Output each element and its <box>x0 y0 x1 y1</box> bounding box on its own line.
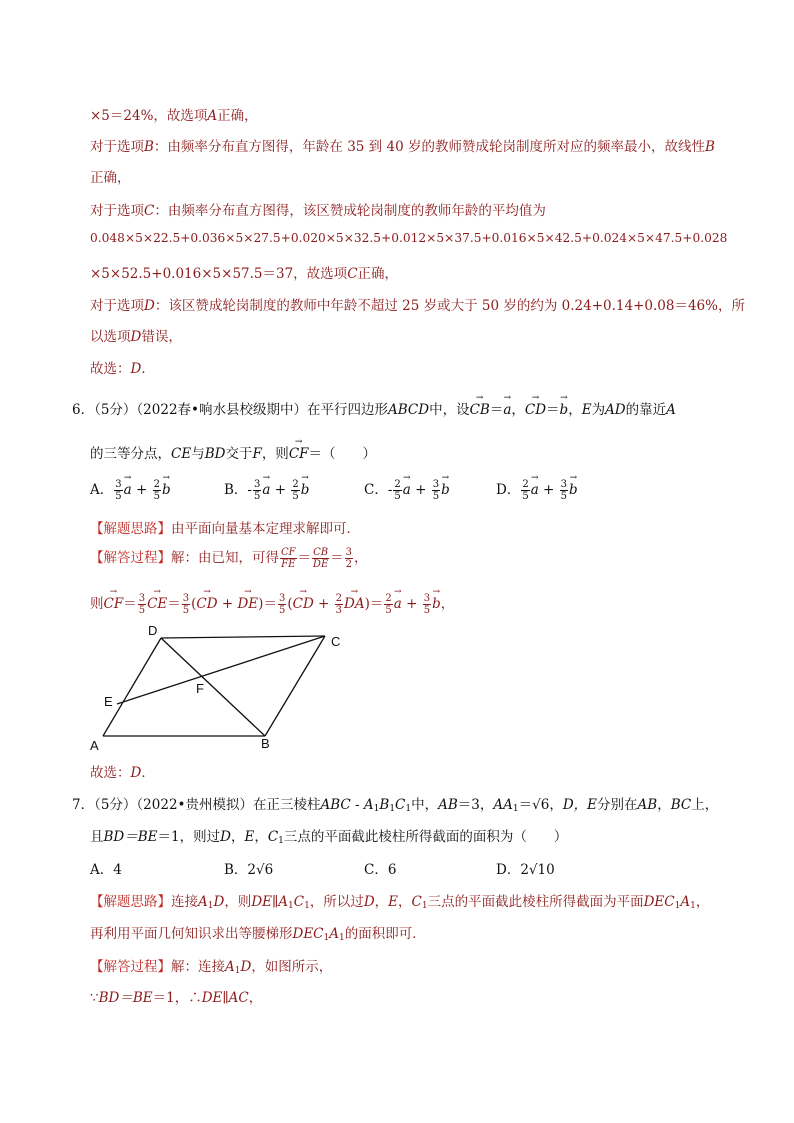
q7-option-a: A．4 <box>90 862 122 878</box>
q7-process-1: 【解答过程】解：连接$A_1D$，如图所示， <box>90 959 333 976</box>
p5-line-1: ×5＝24%，故选项A正确， <box>90 108 258 124</box>
p5-line-2: 对于选项B：由频率分布直方图得，年龄在 35 到 40 岁的教师赞成轮岗制度所对应的频率最小，故线性B <box>90 139 715 155</box>
edge-CD <box>161 636 325 638</box>
parallelogram-figure <box>88 618 358 762</box>
q7-process-2: ∵BD＝BE＝1，∴DE∥AC， <box>90 990 263 1006</box>
q7-stem-2: 且BD＝BE＝1，则过D，E，$C_1$三点的平面截此棱柱所得截面的面积为（ ） <box>90 829 568 846</box>
q6-process-2: 则→ CF＝ $\frac{3}{5}$ → CE＝ $\frac{3}{5}$ (→ CD + → DE)＝ $\frac{3}{5}$ (→ CD + $\frac{2}{3}$ → DA)＝ $\frac{2}{5}$ → a + $\frac{3}{5}$ → b， <box>90 592 454 616</box>
label-E: E <box>104 694 113 709</box>
q7-option-c: C．6 <box>364 862 397 878</box>
q7-idea-2: 再利用平面几何知识求出等腰梯形$DEC_1A_1$的面积即可． <box>90 926 426 943</box>
p5-line-4: 对于选项C：由频率分布直方图得，该区赞成轮岗制度的教师年龄的平均值为 <box>90 203 546 219</box>
label-D: D <box>148 623 158 638</box>
q6-stem-2: 的三等分点，CE与BD交于F，则→ CF＝（ ） <box>90 442 376 462</box>
q6-option-a: A． $\frac{3}{5}$ → a + $\frac{2}{5}$ → b <box>90 478 171 502</box>
q7-idea-1: 【解题思路】连接$A_1D$，则$DE\parallel A_1C_1$，所以过D，E，$C_1$三点的平面截此棱柱所得截面为平面$DEC_1A_1$， <box>90 894 710 911</box>
p5-line-7: 对于选项D：该区赞成轮岗制度的教师中年龄不超过 25 岁或大于 50 岁的约为 0.24+0.14+0.08＝46%，所 <box>90 298 745 314</box>
q7-option-d: D．2√10 <box>496 862 555 878</box>
q7-stem-1: 7．（5分）（2022•贵州模拟）在正三棱柱ABC - $A_1B_1C_1$中，AB＝3，$AA_1=√6$，D，E分别在AB，BC上， <box>72 797 719 814</box>
p5-line-5: 0.048×5×22.5+0.036×5×27.5+0.020×5×32.5+0.012×5×37.5+0.016×5×42.5+0.024×5×47.5+0.028 <box>90 231 728 245</box>
p5-line-8: 以选项D错误， <box>90 329 182 345</box>
p5-line-3: 正确， <box>90 170 131 186</box>
edge-DA <box>103 638 161 736</box>
q6-idea: 【解题思路】由平面向量基本定理求解即可． <box>90 521 360 537</box>
q6-option-b: B．- $\frac{3}{5}$ → a + $\frac{2}{5}$ → b <box>224 478 309 502</box>
p5-line-6: ×5×52.5+0.016×5×57.5＝37，故选项C正确， <box>90 266 399 282</box>
q6-option-d: D． $\frac{2}{5}$ → a + $\frac{3}{5}$ → b <box>496 478 578 502</box>
label-C: C <box>331 634 341 649</box>
p5-answer: 故选：D． <box>90 361 155 377</box>
q6-stem-1: 6．（5分）（2022春•响水县校级期中）在平行四边形ABCD中，设→ CB＝→ a，→ CD＝→ b，E为AD的靠近A <box>72 398 676 418</box>
q6-answer: 故选：D． <box>90 765 155 781</box>
q7-option-b: B．2√6 <box>224 862 274 878</box>
edge-BC <box>265 636 325 736</box>
label-B: B <box>261 736 270 751</box>
label-A: A <box>90 738 99 753</box>
label-F: F <box>196 681 204 696</box>
diagonal-DB <box>161 638 265 736</box>
q6-option-c: C．- $\frac{2}{5}$ → a + $\frac{3}{5}$ → b <box>364 478 450 502</box>
q6-process-1: 【解答过程】解：由已知，可得 $\frac{CF}{FE}$ ＝ $\frac{CB}{DE}$ ＝ $\frac{3}{2}$ ， <box>90 547 368 570</box>
